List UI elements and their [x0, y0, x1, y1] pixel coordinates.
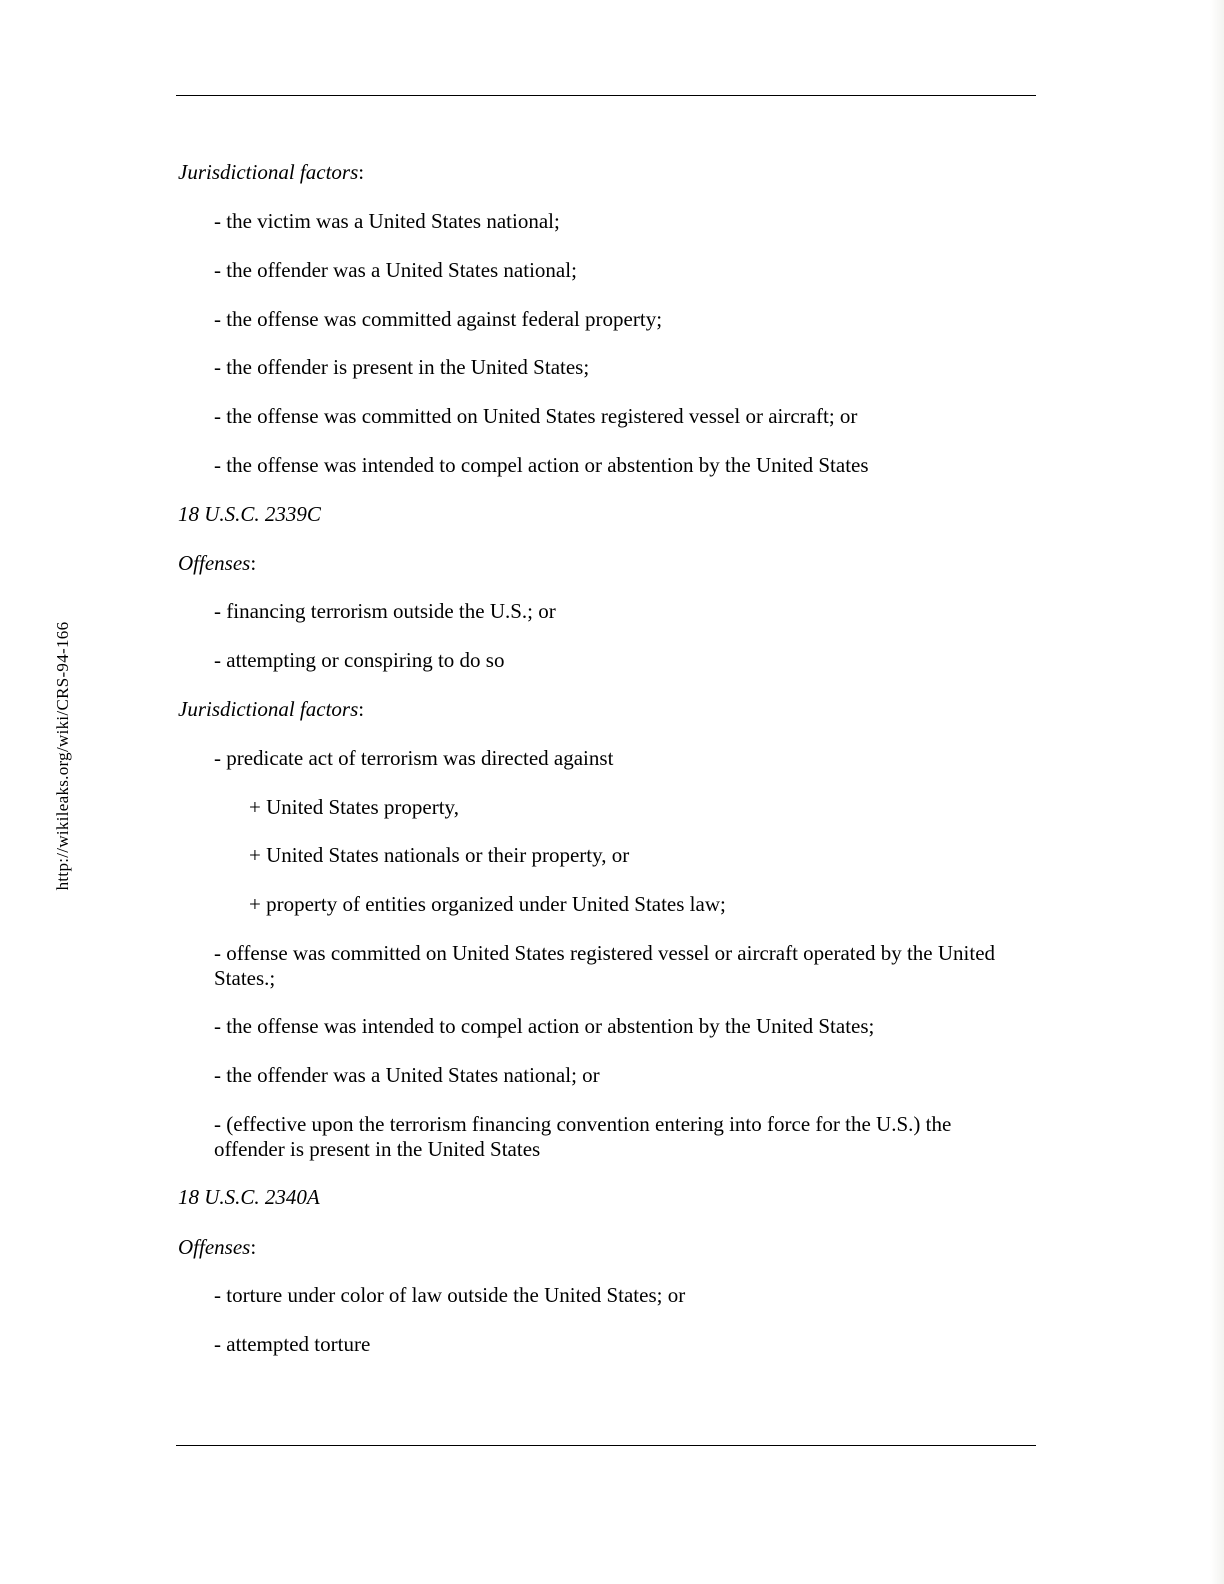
list-item: - the offense was committed on United States registered vessel or aircraft; or	[214, 404, 858, 428]
list-item: - financing terrorism outside the U.S.; or	[214, 599, 556, 623]
jurisdiction-heading-2	[178, 697, 364, 722]
list-item: - the offender was a United States national; or	[214, 1063, 600, 1087]
heading-text: Offenses	[178, 1235, 251, 1259]
list-item: - predicate act of terrorism was directed against	[214, 746, 614, 770]
sub-list-item: + property of entities organized under United States law;	[249, 892, 726, 916]
heading-colon: :	[250, 1235, 257, 1259]
list-item: - the offender is present in the United States;	[214, 355, 590, 379]
list-item: - (effective upon the terrorism financing convention entering into force for the U.S.) the offender is present in the United States	[214, 1112, 952, 1161]
list-item: - torture under color of law outside the United States; or	[214, 1283, 686, 1307]
heading-text: Jurisdictional factors	[178, 160, 359, 184]
offenses-heading-2	[178, 1235, 256, 1260]
offenses-heading-1	[178, 551, 256, 576]
list-item: - the offense was committed against federal property;	[214, 307, 663, 331]
heading-text: Offenses	[178, 551, 251, 575]
heading-colon: :	[358, 697, 365, 721]
list-item: - attempting or conspiring to do so	[214, 648, 505, 672]
list-item: - the victim was a United States national;	[214, 209, 560, 233]
statute-text: 18 U.S.C. 2339C	[178, 502, 321, 526]
sub-list-item: + United States property,	[249, 795, 459, 819]
heading-colon: :	[358, 160, 365, 184]
footer-rule	[176, 1445, 1036, 1446]
jurisdiction-heading-1	[178, 160, 364, 185]
heading-text: Jurisdictional factors	[178, 697, 359, 721]
list-item: - the offense was intended to compel action or abstention by the United States	[214, 453, 869, 477]
sub-list-item: + United States nationals or their property, or	[249, 843, 630, 867]
statute-heading-2339c	[178, 502, 321, 527]
list-item: - the offender was a United States national;	[214, 258, 577, 282]
statute-heading-2340a	[178, 1185, 320, 1210]
list-item: - the offense was intended to compel action or abstention by the United States;	[214, 1014, 875, 1038]
heading-colon: :	[250, 551, 257, 575]
statute-text: 18 U.S.C. 2340A	[178, 1185, 320, 1209]
list-item: - attempted torture	[214, 1332, 371, 1356]
list-item: - offense was committed on United States registered vessel or aircraft operated by the United States.;	[214, 941, 996, 990]
header-rule	[176, 95, 1036, 96]
sidebar-source-url: http://wikileaks.org/wiki/CRS-94-166	[53, 621, 72, 891]
page-edge-shadow	[1210, 0, 1224, 1584]
